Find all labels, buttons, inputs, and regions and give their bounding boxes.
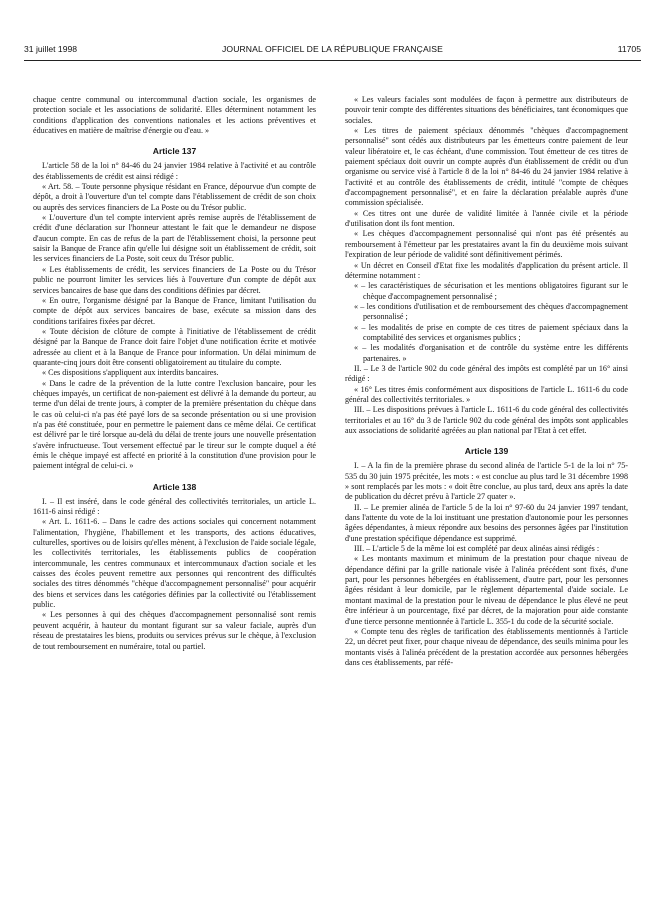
header-rule (24, 60, 641, 61)
paragraph: III. – L'article 5 de la même loi est complété par deux alinéas ainsi rédigés : (354, 544, 600, 554)
paragraph: « L'ouverture d'un tel compte intervient après remise auprès de l'établissement de crédit d'une déclaration sur l'honneur attestant le fait que le demandeur ne dispose d'aucun compte. En cas de refus de la part de l'établissement choisi, la personne peut saisir la Banque de France afin qu'elle lui désigne soit un établissement de crédit, soit les services financiers de La Poste, soit ceux du Trésor public. (33, 213, 316, 264)
page-header (24, 44, 641, 60)
header-date: 31 juillet 1998 (24, 44, 78, 54)
paragraph: « Les chèques d'accompagnement personnalisé qui n'ont pas été présentés au remboursement à l'émetteur par les prestataires avant la fin du deuxième mois suivant l'expiration de leur période de validité sont définitivement périmés. (345, 229, 628, 260)
paragraph: « Les personnes à qui des chèques d'accompagnement personnalisé sont remis peuvent acquérir, à hauteur du montant figurant sur sa valeur faciale, auprès d'un réseau de prestataires les biens, produits ou services prévus sur le chèque, à l'exclusion de tout remboursement en numéraire, total ou partiel. (33, 610, 316, 651)
list-item: « – les conditions d'utilisation et de remboursement des chèques d'accompagnement personnalisé ; (354, 301, 628, 322)
article-heading: Article 139 (464, 446, 509, 457)
paragraph: « Art. L. 1611-6. – Dans le cadre des actions sociales qui concernent notamment l'alimentation, l'hygiène, l'habillement et les transports, des actions éducatives, culturelles, sportives ou de loisirs qu'elles mènent, à l'exclusion de l'aide sociale légale, les collectivités territoriales, les établissements publics de coopération intercommunale, les centres communaux et intercommunaux d'action sociale et les caisses des écoles peuvent remettre aux personnes qui rencontrent des difficultés sociales des titres dénommés "chèque d'accompagnement personnalisé" pour acquérir des biens et services dans les catégories définies par la collectivité ou l'établissement public. (33, 517, 316, 610)
paragraph: « Un décret en Conseil d'Etat fixe les modalités d'application du présent article. Il détermine notamment : (345, 260, 628, 280)
paragraph: « Toute décision de clôture de compte à l'initiative de l'établissement de crédit désigné par la Banque de France doit faire l'objet d'une notification écrite et motivée adressée au client et à la Banque de France pour information. Un délai minimum de quarante-cinq jours doit être consenti obligatoirement au titulaire du compte. (33, 326, 316, 367)
paragraph: I. – A la fin de la première phrase du second alinéa de l'article 5-1 de la loi n° 75-535 du 30 juin 1975 précitée, les mots : « est conclue au plus tard le 31 décembre 1998 » sont remplacés par les mots : « doit être conclue, au plus tard, deux ans après la date de publication du décret prévu à l'article 27 quater ». (345, 461, 628, 502)
paragraph: « Ces titres ont une durée de validité limitée à l'année civile et la période d'utilisation dont ils font mention. (345, 208, 628, 229)
paragraph: II. – Le 3 de l'article 902 du code général des impôts est complété par un 16° ainsi rédigé : (345, 363, 628, 384)
paragraph: « Les titres de paiement spéciaux dénommés "chèques d'accompagnement personnalisé" sont cédés aux distributeurs par les émetteurs contre paiement de leur valeur libératoire et, le cas échéant, d'une commission. Tout émetteur de ces titres de paiement spéciaux doit ouvrir un compte auprès d'un établissement de crédit ou d'un organisme ou service visé à l'article 8 de la loi n° 84-46 du 24 janvier 1984 relative à l'activité et au contrôle des établissements de crédit, intitulé "compte de chèques d'accompagnement personnalisé", et en faire la déclaration préalable auprès d'une commission spécialisée. (345, 126, 628, 208)
paragraph: « Dans le cadre de la prévention de la lutte contre l'exclusion bancaire, pour les chèques impayés, un certificat de non-paiement est délivré à la demande du porteur, au terme d'un délai de trente jours, à compter de la première présentation du chèque dans le cas où celui-ci n'a pas été payé lors de sa seconde présentation ou si une provision n'a pas été constituée, pour en permettre le paiement dans ce même délai. Ce certificat est délivré par le tiré lorsque au-delà du délai de trente jours une nouvelle présentation s'avère infructueuse. Tout versement effectué par le tireur sur le compte duquel a été émis le chèque impayé est affecté en priorité à la constitution d'une provision pour le paiement intégral de celui-ci. » (33, 378, 316, 471)
left-column (33, 95, 316, 652)
paragraph: « 16° Les titres émis conformément aux dispositions de l'article L. 1611-6 du code général des collectivités territoriales. » (345, 384, 628, 404)
paragraph: III. – Les dispositions prévues à l'article L. 1611-6 du code général des collectivités territoriales et au 16° du 3 de l'article 902 du code général des impôts sont applicables aux associations de solidarité agréées au plan national par l'Etat à cet effet. (345, 405, 628, 435)
article-heading: Article 137 (152, 146, 197, 157)
paragraph: II. – Le premier alinéa de l'article 5 de la loi n° 97-60 du 24 janvier 1997 tendant, dans l'attente du vote de la loi instituant une prestation d'autonomie pour les personnes âgées dépendantes, à mieux répondre aux besoins des personnes âgées par l'institution d'une prestation spécifique dépendance est supprimé. (345, 502, 628, 543)
paragraph: « Les montants maximum et minimum de la prestation pour chaque niveau de dépendance défini par la grille nationale visée à l'alinéa précédent sont fixés, d'une part, pour les personnes hébergées en établissement, d'autre part, pour les personnes âgées résidant à leur domicile, par le règlement départemental d'aide sociale. Le montant maximal de la prestation pour le niveau de dépendance le plus élevé ne peut être inférieur à un pourcentage, fixé par décret, de la majoration pour aide constante d'une tierce personne mentionnée à l'article L. 355-1 du code de la sécurité sociale. (345, 554, 628, 626)
paragraph: « Les établissements de crédit, les services financiers de La Poste ou du Trésor public ne pourront limiter les services liés à l'ouverture d'un compte de dépôt aux services bancaires de base que dans des conditions définies par décret. (33, 264, 316, 295)
list-item: « – les modalités d'organisation et de contrôle du système entre les différents partenaires. » (354, 343, 628, 363)
header-page-number: 11705 (617, 44, 641, 54)
paragraph: « Compte tenu des règles de tarification des établissements mentionnés à l'article 22, un décret peut fixer, pour chaque niveau de dépendance, des seuils minima pour les montants visés à l'alinéa précédent de la prestation accordée aux personnes hébergées dans ces établissements, par réfé- (345, 626, 628, 667)
paragraph: chaque centre communal ou intercommunal d'action sociale, les organismes de protection sociale et les associations de solidarité. Elles déterminent notamment les conditions d'application des conventions nationales et les actions préventives et éducatives en matière de maîtrise d'énergie ou d'eau. » (33, 95, 316, 136)
paragraph: « Art. 58. – Toute personne physique résidant en France, dépourvue d'un compte de dépôt, a droit à l'ouverture d'un tel compte dans l'établissement de crédit de son choix ou auprès des services financiers de La Poste ou du Trésor public. (33, 182, 316, 212)
list-item: « – les modalités de prise en compte de ces titres de paiement spéciaux dans la comptabilité des services et organismes publics ; (354, 322, 628, 342)
paragraph: « En outre, l'organisme désigné par la Banque de France, limitant l'utilisation du compte de dépôt aux services bancaires de base, exécute sa mission dans des conditions tarifaires fixées par décret. (33, 295, 316, 326)
right-column (345, 95, 628, 668)
list-item: « – les caractéristiques de sécurisation et les mentions obligatoires figurant sur le chèque d'accompagnement personnalisé ; (354, 281, 628, 301)
paragraph: « Les valeurs faciales sont modulées de façon à permettre aux distributeurs de pouvoir tenir compte des différentes situations des bénéficiaires, tant économiques que sociales. (345, 95, 628, 125)
paragraph: I. – Il est inséré, dans le code général des collectivités territoriales, un article L. 1611-6 ainsi rédigé : (33, 496, 316, 517)
article-heading: Article 138 (152, 481, 197, 492)
header-journal-title: JOURNAL OFFICIEL DE LA RÉPUBLIQUE FRANÇAISE (222, 44, 443, 54)
paragraph: « Ces dispositions s'appliquent aux interdits bancaires. (42, 368, 219, 378)
paragraph: L'article 58 de la loi n° 84-46 du 24 janvier 1984 relative à l'activité et au contrôle des établissements de crédit est ainsi rédigé : (33, 161, 316, 181)
